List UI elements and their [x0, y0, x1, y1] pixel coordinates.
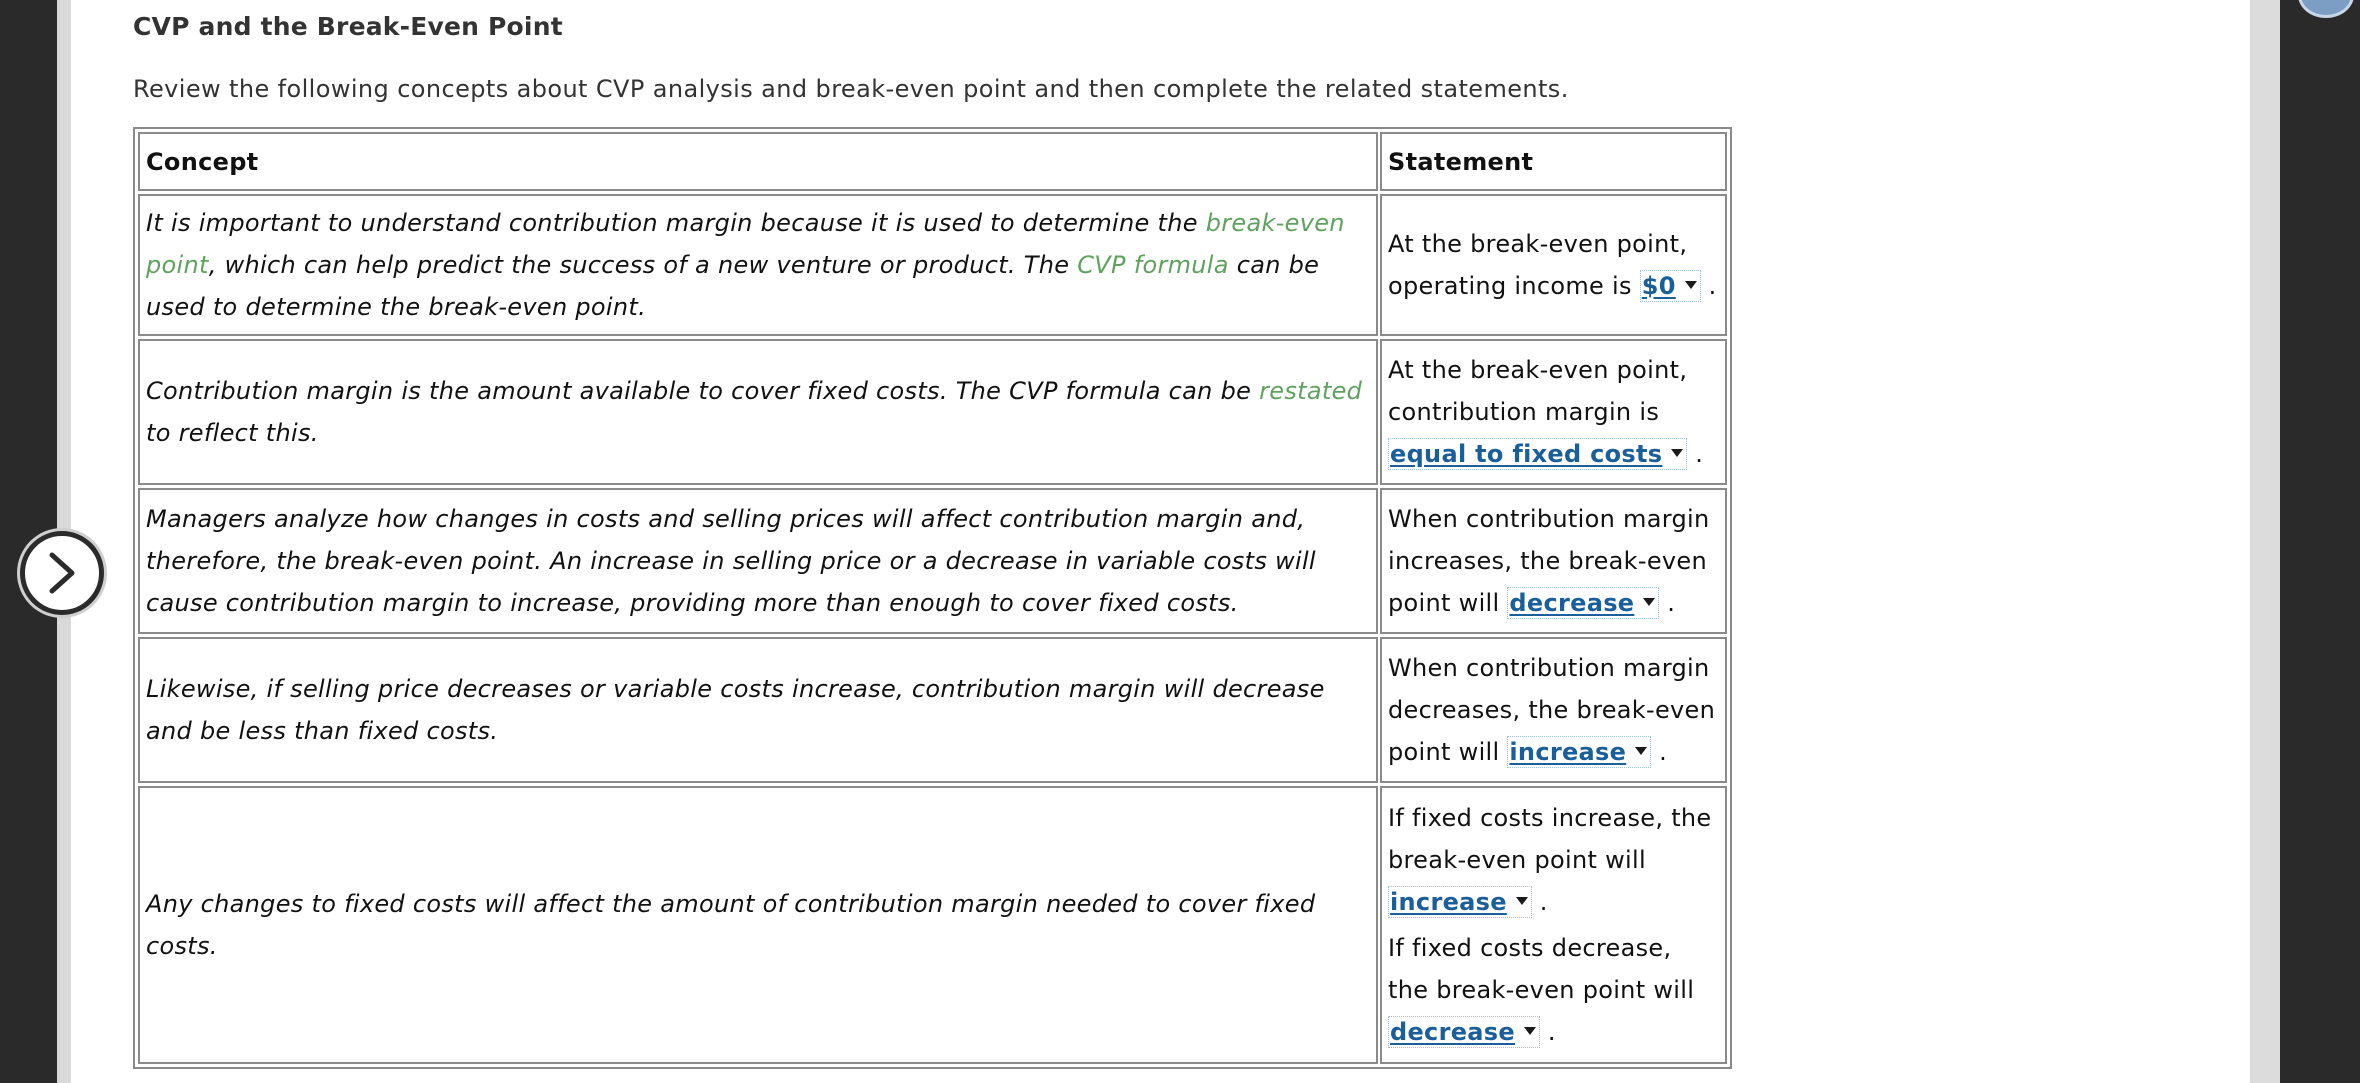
dropdown-value: decrease: [1509, 589, 1635, 617]
concept-text: Managers analyze how changes in costs and selling prices will affect contribution margin and, therefore, the break-even point. An increase in selling price or a decrease in variable costs will cause contribution margin to increase, providing more than enough to cover fixed costs.: [146, 505, 1316, 617]
answer-dropdown-6[interactable]: [1388, 1016, 1540, 1048]
header-statement: Statement: [1380, 132, 1727, 191]
table-row-4-statement: [1380, 637, 1727, 783]
header-concept: Concept: [138, 132, 1378, 191]
statement-period: .: [1651, 738, 1668, 766]
concept-text: Contribution margin is the amount available to cover fixed costs. The CVP formula can be: [146, 377, 1260, 405]
table-row-5-concept: [138, 786, 1378, 1064]
caret-down-icon: [1635, 747, 1647, 755]
answer-dropdown-3[interactable]: [1507, 587, 1659, 619]
glossary-link-break-even-point[interactable]: break-even point: [146, 209, 1345, 279]
intro-text: Review the following concepts about CVP analysis and break-even point and then complete the related statements.: [133, 75, 1569, 103]
glossary-link-restated[interactable]: restated: [1259, 377, 1363, 405]
statement-period: .: [1531, 888, 1548, 916]
table-row-5-statement: [1380, 786, 1727, 1064]
page-title: CVP and the Break-Even Point: [133, 12, 563, 41]
table-row-4-concept: [138, 637, 1378, 783]
statement-text: If fixed costs decrease, the break-even point will: [1388, 934, 1695, 1004]
statement-text: When contribution margin increases, the break-even point will: [1388, 505, 1710, 617]
table-row-3-statement: [1380, 488, 1727, 634]
concept-text: Likewise, if selling price decreases or variable costs increase, contribution margin will decrease and be less than fixed costs.: [146, 675, 1325, 745]
answer-dropdown-2[interactable]: [1388, 438, 1687, 470]
answer-dropdown-5[interactable]: [1388, 886, 1532, 918]
concept-text: can be used to determine the break-even point.: [146, 251, 1320, 321]
right-dark-bar: [2280, 0, 2360, 1083]
statement-text: At the break-even point, operating income is: [1388, 230, 1688, 300]
table-row-2-concept: [138, 339, 1378, 485]
right-gutter: [2250, 0, 2280, 1083]
table-row-3-concept: [138, 488, 1378, 634]
dropdown-value: equal to fixed costs: [1390, 440, 1663, 468]
statement-text: If fixed costs increase, the break-even point will: [1388, 804, 1712, 874]
caret-down-icon: [1524, 1027, 1536, 1035]
concept-text: Any changes to fixed costs will affect the amount of contribution margin needed to cover fixed costs.: [146, 890, 1316, 960]
statement-text: When contribution margin decreases, the break-even point will: [1388, 654, 1716, 766]
statement-period: .: [1700, 272, 1717, 300]
table-row-2-statement: [1380, 339, 1727, 485]
glossary-link-cvp-formula[interactable]: CVP formula: [1077, 251, 1229, 279]
concept-text: It is important to understand contribution margin because it is used to determine the: [146, 209, 1206, 237]
chevron-right-icon: [42, 550, 82, 596]
statement-text: At the break-even point, contribution margin is: [1388, 356, 1688, 426]
concept-text: , which can help predict the success of a new venture or product. The: [208, 251, 1078, 279]
dropdown-value: increase: [1509, 738, 1627, 766]
dropdown-value: $0: [1641, 272, 1676, 300]
statement-period: .: [1539, 1018, 1556, 1046]
caret-down-icon: [1516, 897, 1528, 905]
dropdown-value: increase: [1390, 888, 1507, 916]
next-button[interactable]: [20, 531, 104, 615]
caret-down-icon: [1643, 598, 1655, 606]
caret-down-icon: [1671, 449, 1683, 457]
concept-text: to reflect this.: [146, 419, 319, 447]
dropdown-value: decrease: [1390, 1018, 1515, 1046]
table-row-1-concept: [138, 194, 1378, 336]
answer-dropdown-4[interactable]: [1507, 736, 1651, 768]
answer-dropdown-1[interactable]: [1640, 270, 1701, 302]
statement-period: .: [1687, 440, 1704, 468]
statement-period: .: [1659, 589, 1676, 617]
table-row-1-statement: [1380, 194, 1727, 336]
caret-down-icon: [1685, 281, 1697, 289]
